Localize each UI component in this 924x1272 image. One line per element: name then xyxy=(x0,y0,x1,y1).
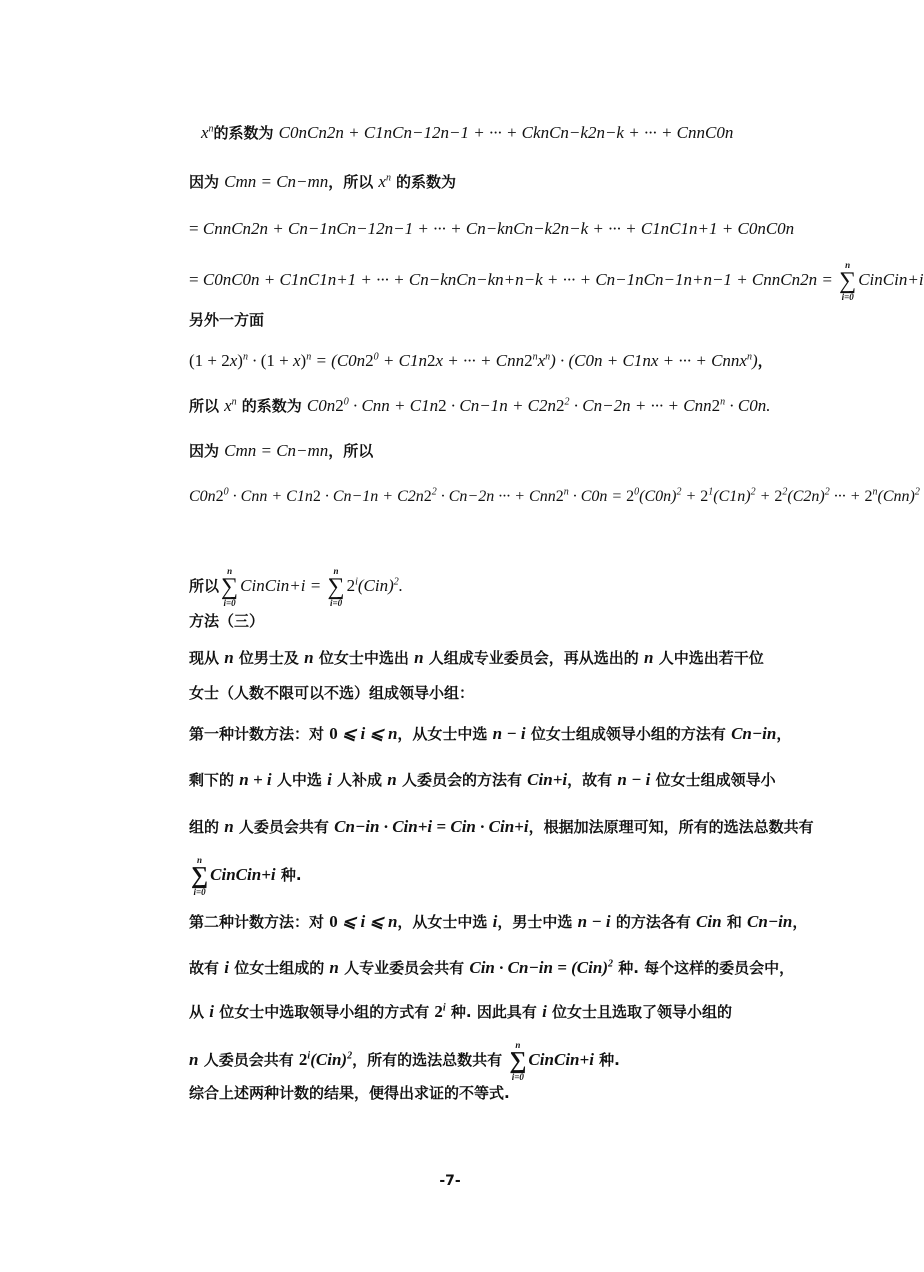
equation-product-expansion: $(1 + 2x)^n \cdot (1 + x)^n = (C0n2^0 + C1n2x$ + ··· + $Cnn2^nx^n) \cdot (C0n + C1nx$ + ··· + Cnnx$^n$)， xyxy=(189,351,773,370)
text-second-count-2: 故有 i 位女士组成的 n 人专业委员会共有 Cin · Cn−in = (Cin)$^2$ 种. 每个这样的委员会中， xyxy=(189,958,795,977)
text-because-symmetry-1: 因为 Cmn = Cn−mn，所以 $x^n$ 的系数为 xyxy=(189,172,457,191)
text-because-symmetry-2: 因为 Cmn = Cn−mn，所以 xyxy=(189,441,374,460)
equation-conclusion: 所以 n ∑ i=0 CinCin+i = n ∑ i=0 2$^i$(Cin)$^2$. xyxy=(189,566,404,608)
equation-coefficient-2: 所以 $x^n$ 的系数为 $C0n2^0$ · Cnn + $C1n2 \cdot Cn-1n + C2n2^2 \cdot Cn-2n$ + ··· + $Cnn2^n \cdot C0n$. xyxy=(189,396,771,415)
section-heading-method-3: 方法（三） xyxy=(189,612,265,630)
text-first-count-total: n ∑ i=0 CinCin+i 种. xyxy=(191,855,302,897)
text-second-count-3: 从 i 位女士中选取领导小组的方式有 2$^i$ 种. 因此具有 i 位女士且选取了领导小组的 xyxy=(189,1002,733,1021)
text-final-conclusion: 综合上述两种计数的结果，便得出求证的不等式. xyxy=(189,1084,510,1102)
text-first-count-1: 第一种计数方法：对 0 ⩽ i ⩽ n，从女士中选 n − i 位女士组成领导小组的方法有 Cn−in， xyxy=(189,724,792,743)
equation-rewrite-2: = C0nC0n + C1nC1n+1 + ··· + Cn−knCn−kn+n−k + ··· + Cn−1nCn−1n+n−1 + CnnCn2n = n ∑ i=0 CinCin+i xyxy=(189,260,924,302)
text-second-count-1: 第二种计数方法：对 0 ⩽ i ⩽ n，从女士中选 i，男士中选 n − i 的方法各有 Cin 和 Cn−in， xyxy=(189,912,808,931)
text-first-count-3: 组的 n 人委员会共有 Cn−in · Cin+i = Cin · Cin+i，根据加法原理可知，所有的选法总数共有 xyxy=(189,817,814,836)
equation-rewrite-1: = CnnCn2n + Cn−1nCn−12n−1 + ··· + Cn−knCn−k2n−k + ··· + C1nC1n+1 + C0nC0n xyxy=(189,219,795,238)
equation-coefficient-1: $x^n$的系数为 C0nCn2n + C1nCn−12n−1 + ··· + CknCn−k2n−k + ··· + CnnC0n xyxy=(201,123,734,142)
text-second-count-4: n 人委员会共有 2$^i$(Cin)$^2$，所有的选法总数共有 n ∑ i=0 CinCin+i 种. xyxy=(189,1040,620,1082)
text-other-side: 另外一方面 xyxy=(189,311,265,329)
text-method3-intro-1: 现从 n 位男士及 n 位女士中选出 n 人组成专业委员会，再从选出的 n 人中选出若干位 xyxy=(189,648,764,667)
equation-squares-sum: $C0n2^0$ · Cnn + $C1n2 \cdot Cn-1n + C2n2^2 \cdot Cn-2n$ ··· + $Cnn2^n \cdot C0n = 2^0(C0n)^2 + 2^1(C1n)^2 + 2^2(C2n)^2$ ··· + $2^n(Cnn)^2$ xyxy=(189,486,920,505)
page-number: -7- xyxy=(439,1173,461,1189)
text-method3-intro-2: 女士（人数不限可以不选）组成领导小组： xyxy=(189,684,475,702)
text-first-count-2: 剩下的 n + i 人中选 i 人补成 n 人委员会的方法有 Cin+i，故有 n − i 位女士组成领导小 xyxy=(189,770,776,789)
